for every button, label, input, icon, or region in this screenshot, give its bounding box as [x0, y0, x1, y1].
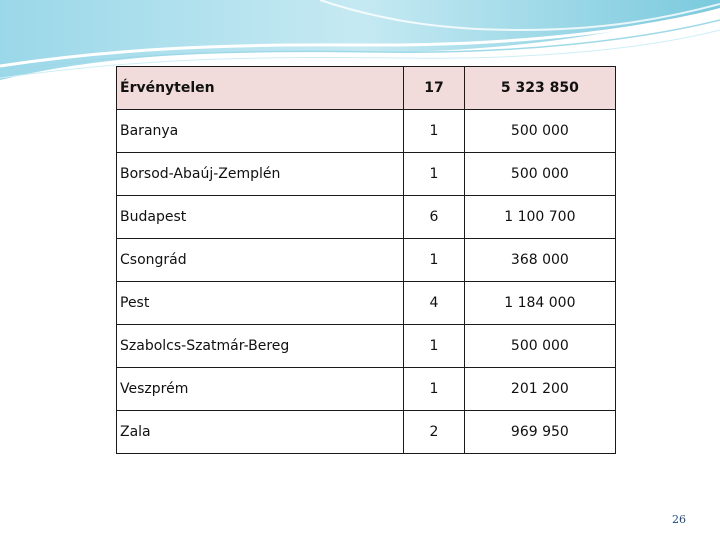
amount-cell: 1 100 700 [464, 196, 615, 239]
amount-cell: 1 184 000 [464, 282, 615, 325]
table-row [117, 239, 616, 282]
amount-cell: 500 000 [464, 325, 615, 368]
table-row [117, 325, 616, 368]
amount-cell: 368 000 [464, 239, 615, 282]
count-cell: 1 [404, 153, 464, 196]
county-name-cell: Borsod-Abaúj-Zemplén [117, 153, 404, 196]
county-name-cell: Zala [117, 411, 404, 454]
table-row [117, 196, 616, 239]
county-name-cell: Csongrád [117, 239, 404, 282]
amount-cell: 500 000 [464, 110, 615, 153]
page-number: 26 [672, 513, 686, 526]
county-name-cell: Szabolcs-Szatmár-Bereg [117, 325, 404, 368]
county-name-cell: Budapest [117, 196, 404, 239]
count-cell: 6 [404, 196, 464, 239]
table-row [117, 411, 616, 454]
table-row [117, 110, 616, 153]
county-name-cell: Baranya [117, 110, 404, 153]
amount-cell: 500 000 [464, 153, 615, 196]
count-cell: 4 [404, 282, 464, 325]
amount-cell: 201 200 [464, 368, 615, 411]
count-cell: 1 [404, 110, 464, 153]
county-name-cell: Pest [117, 282, 404, 325]
table-header-row [117, 67, 616, 110]
header-name-cell: Érvénytelen [117, 67, 404, 110]
count-cell: 1 [404, 368, 464, 411]
count-cell: 1 [404, 239, 464, 282]
table-row [117, 368, 616, 411]
amount-cell: 969 950 [464, 411, 615, 454]
header-amount-cell: 5 323 850 [464, 67, 615, 110]
results-table [116, 66, 616, 454]
county-name-cell: Veszprém [117, 368, 404, 411]
count-cell: 2 [404, 411, 464, 454]
table-row [117, 282, 616, 325]
header-count-cell: 17 [404, 67, 464, 110]
count-cell: 1 [404, 325, 464, 368]
table-row [117, 153, 616, 196]
